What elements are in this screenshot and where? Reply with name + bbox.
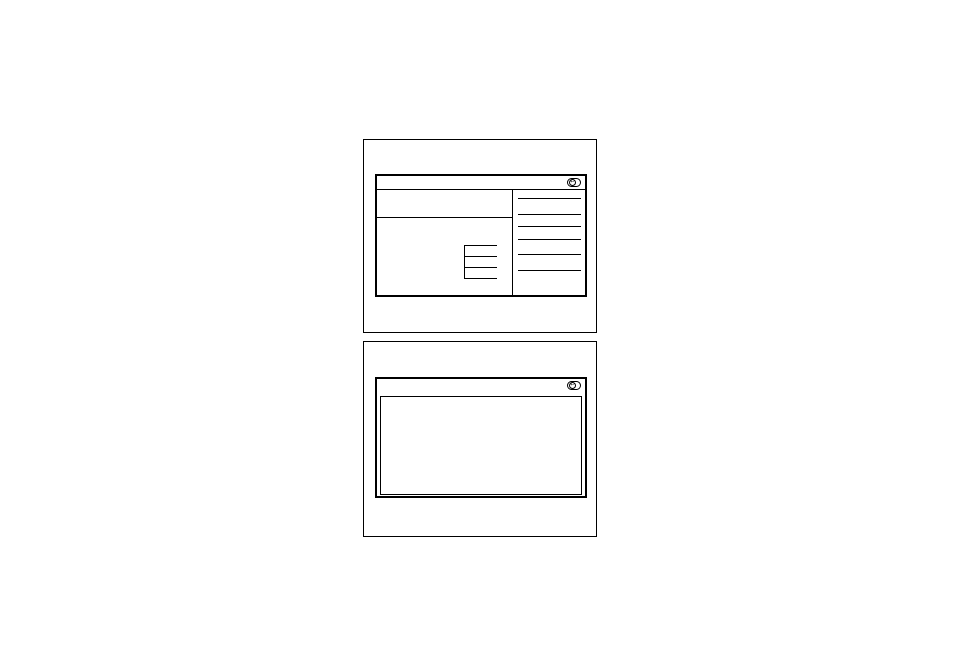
graph-grid-0: [465, 278, 497, 279]
menu-line: [518, 198, 581, 199]
graph-grid-20: [465, 256, 497, 257]
menu-line: [518, 239, 581, 240]
graph-axis: [464, 245, 465, 279]
figure-fuel-economy-screen: [363, 139, 597, 333]
graph-grid-30: [465, 245, 497, 246]
graph-grid-10: [465, 267, 497, 268]
menu-line: [518, 270, 581, 271]
back-button[interactable]: [567, 381, 581, 390]
back-arrow-icon: ↩: [570, 179, 575, 185]
back-arrow-icon: ↩: [570, 382, 575, 388]
display-screen: [375, 174, 587, 297]
menu-line: [518, 226, 581, 227]
menu-line: [518, 254, 581, 255]
figure-fuel-eco-history-screen: [363, 341, 597, 537]
menu-line: [518, 214, 581, 215]
display-screen: [375, 377, 587, 498]
column-divider: [512, 189, 513, 295]
back-button[interactable]: [567, 178, 581, 187]
fuel-economy-section: [617, 140, 851, 144]
header-divider: [377, 189, 585, 190]
history-panel: [380, 396, 582, 495]
distance-divider: [377, 217, 512, 218]
